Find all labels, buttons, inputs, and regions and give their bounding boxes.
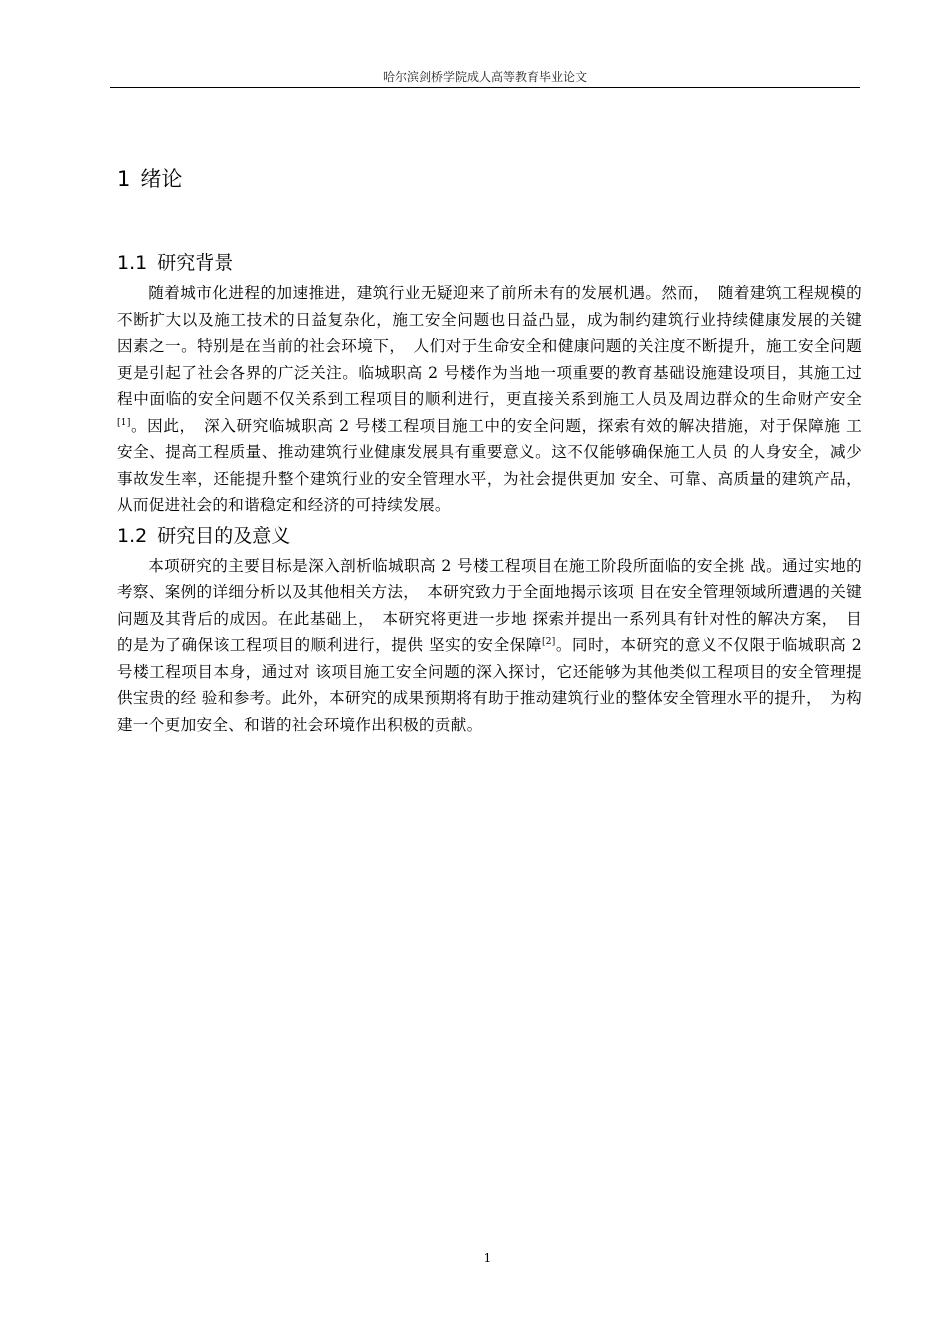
chapter-title: 绪论	[140, 167, 183, 191]
citation-2: [2]	[541, 636, 556, 647]
paragraph-text: 本项研究的主要目标是深入剖析临城职高 2 号楼工程项目在施工阶段所面临的安全挑 战。通过实地的考察、案例的详细分析以及其他相关方法， 本研究致力于全面地揭示该项 目在安全管理领域所遭遇的关键问题及其背后的成因。在此基础上， 本研究将更进一步地 探索并提出一系列具有针对性的解决方案， 目的是为了确保该工程项目的顺利进行，提供 坚实的安全保障	[117, 556, 862, 654]
chapter-number: 1	[117, 167, 131, 191]
section-title: 研究背景	[157, 252, 234, 274]
chapter-heading	[117, 162, 862, 196]
paragraph-text: 。因此， 深入研究临城职高 2 号楼工程项目施工中的安全问题，探索有效的解决措施，对于保障施 工安全、提高工程质量、推动建筑行业健康发展具有重要意义。这不仅能够确保施工人员 的人身安全，减少事故发生率，还能提升整个建筑行业的安全管理水平，为社会提供更加 安全、可靠、高质量的建筑产品，从而促进社会的和谐稳定和经济的可持续发展。	[117, 416, 862, 514]
citation-1: [1]	[117, 417, 131, 428]
section-number: 1.1	[117, 252, 148, 274]
section-heading-1-2	[117, 519, 862, 553]
header-rule	[110, 87, 860, 88]
section-heading-1-1	[117, 246, 862, 280]
paragraph-text: 。同时，本研究的意义不仅限于临城职高 2 号楼工程项目本身，通过对 该项目施工安全问题的深入探讨，它还能够为其他类似工程项目的安全管理提供宝贵的经 验和参考。此外，本研究的成果预期将有助于推动建筑行业的整体安全管理水平的提升， 为构建一个更加安全、和谐的社会环境作出积极的贡献。	[117, 636, 862, 734]
section-1-1-paragraph	[117, 280, 862, 519]
page-body	[117, 162, 862, 738]
page-number: 1	[483, 1251, 492, 1265]
running-header: 哈尔滨剑桥学院成人高等教育毕业论文	[382, 70, 587, 84]
paragraph-text: 随着城市化进程的加速推进，建筑行业无疑迎来了前所未有的发展机遇。然而， 随着建筑工程规模的不断扩大以及施工技术的日益复杂化，施工安全问题也日益凸显，成为制约建筑行业持续健康发展的关键因素之一。特别是在当前的社会环境下， 人们对于生命安全和健康问题的关注度不断提升，施工安全问题更是引起了社会各界的广泛关注。临城职高 2 号楼作为当地一项重要的教育基础设施建设项目，其施工过程中面临的安全问题不仅关系到工程项目的顺利进行，更直接关系到施工人员及周边群众的生命财产安全	[117, 284, 862, 408]
section-number: 1.2	[117, 524, 148, 547]
section-title: 研究目的及意义	[157, 524, 291, 547]
section-1-2-paragraph	[117, 553, 862, 739]
